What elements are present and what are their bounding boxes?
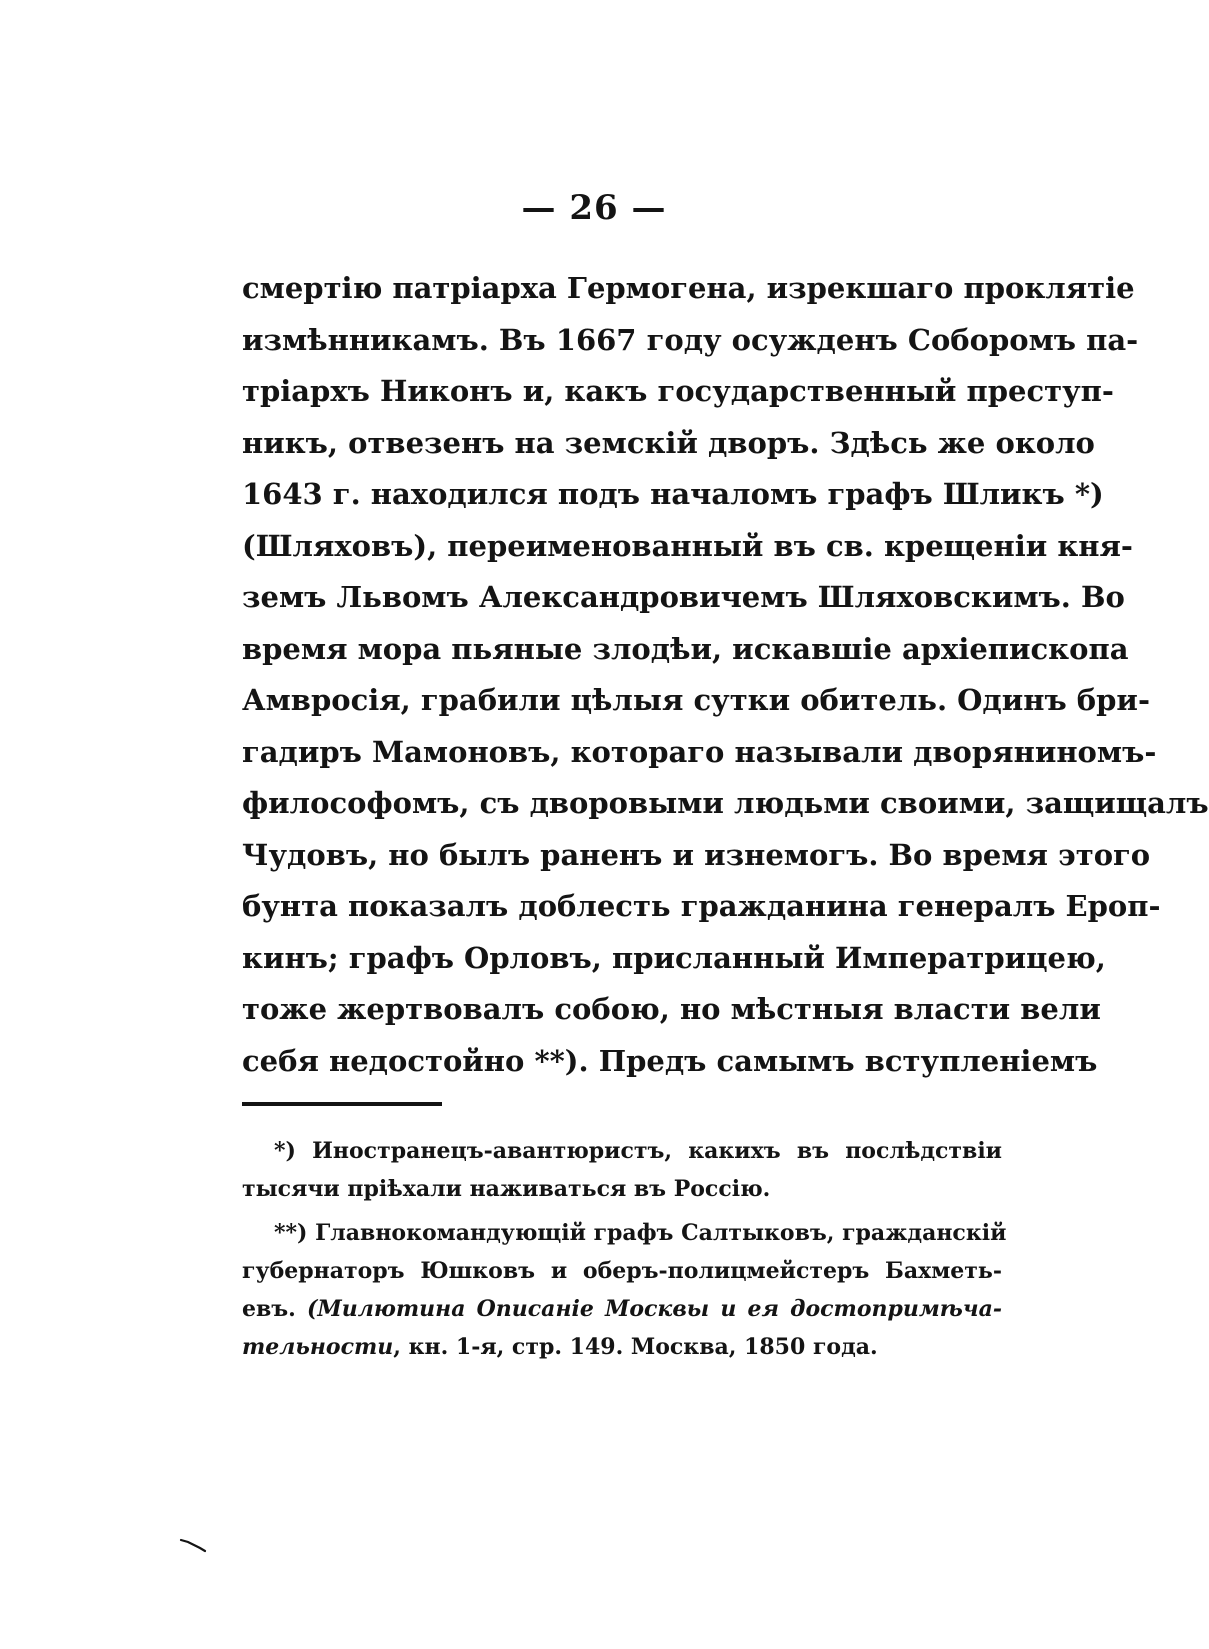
- text-line: тоже жертвовалъ собою, но мѣстныя власти вели: [242, 992, 1101, 1026]
- text-line: бунта показалъ доблесть гражданина генералъ Ероп-: [242, 889, 1161, 923]
- footnotes-block: [242, 1132, 1007, 1366]
- text-line: время мора пьяные злодѣи, искавшіе архіепископа: [242, 631, 1129, 666]
- footnote-1-line: *) Иностранецъ-авантюристъ, какихъ въ послѣдствіи: [274, 1138, 1002, 1164]
- footnote-2-line: [242, 1290, 1002, 1328]
- page-number: — 26 —: [521, 188, 667, 228]
- main-text-block: [242, 263, 1209, 1087]
- text-line: земъ Львомъ Александровичемъ Шляховскимъ. Во: [242, 580, 1125, 614]
- footnote-1-line: тысячи пріѣхали наживаться въ Россію.: [242, 1176, 771, 1202]
- footnote-2-line: **) Главнокомандующій графъ Салтыковъ, гражданскій: [274, 1220, 1007, 1246]
- footnote-separator-rule: [242, 1102, 442, 1106]
- footnote-2-citation: тельности: [242, 1334, 394, 1360]
- text-line: (Шляховъ), переименованный въ св. крещеніи кня-: [242, 528, 1133, 563]
- footnote-2-line: губернаторъ Юшковъ и оберъ-полицмейстеръ Бахметь-: [242, 1258, 1002, 1284]
- text-line: философомъ, съ дворовыми людьми своими, защищалъ: [242, 786, 1209, 820]
- text-line: никъ, отвезенъ на земскій дворъ. Здѣсь же около: [242, 425, 1095, 460]
- text-line: гадиръ Мамоновъ, котораго называли дворяниномъ-: [242, 734, 1157, 769]
- text-line: 1643 г. находился подъ началомъ графъ Шликъ *): [242, 477, 1104, 511]
- footnote-2-line: [242, 1328, 1002, 1366]
- text-line: измѣнникамъ. Въ 1667 году осужденъ Соборомъ па-: [242, 322, 1139, 357]
- footnote-2-text: , кн. 1-я, стр. 149. Москва, 1850 года.: [393, 1334, 878, 1360]
- footnote-2-text: евъ.: [242, 1296, 307, 1322]
- text-line: Чудовъ, но былъ раненъ и изнемогъ. Во время этого: [242, 837, 1151, 872]
- text-line: смертію патріарха Гермогена, изрекшаго проклятіе: [242, 271, 1135, 305]
- footnote-2-citation: (Милютина Описаніе Москвы и ея достопримѣча-: [307, 1296, 1002, 1322]
- stray-ink-mark: [180, 1538, 206, 1552]
- text-line: тріархъ Никонъ и, какъ государственный преступ-: [242, 374, 1114, 408]
- text-line: кинъ; графъ Орловъ, присланный Императрицею,: [242, 940, 1106, 975]
- text-line: себя недостойно **). Предъ самымъ вступленіемъ: [242, 1043, 1098, 1078]
- text-line: Амвросія, грабили цѣлыя сутки обитель. Одинъ бри-: [242, 683, 1150, 717]
